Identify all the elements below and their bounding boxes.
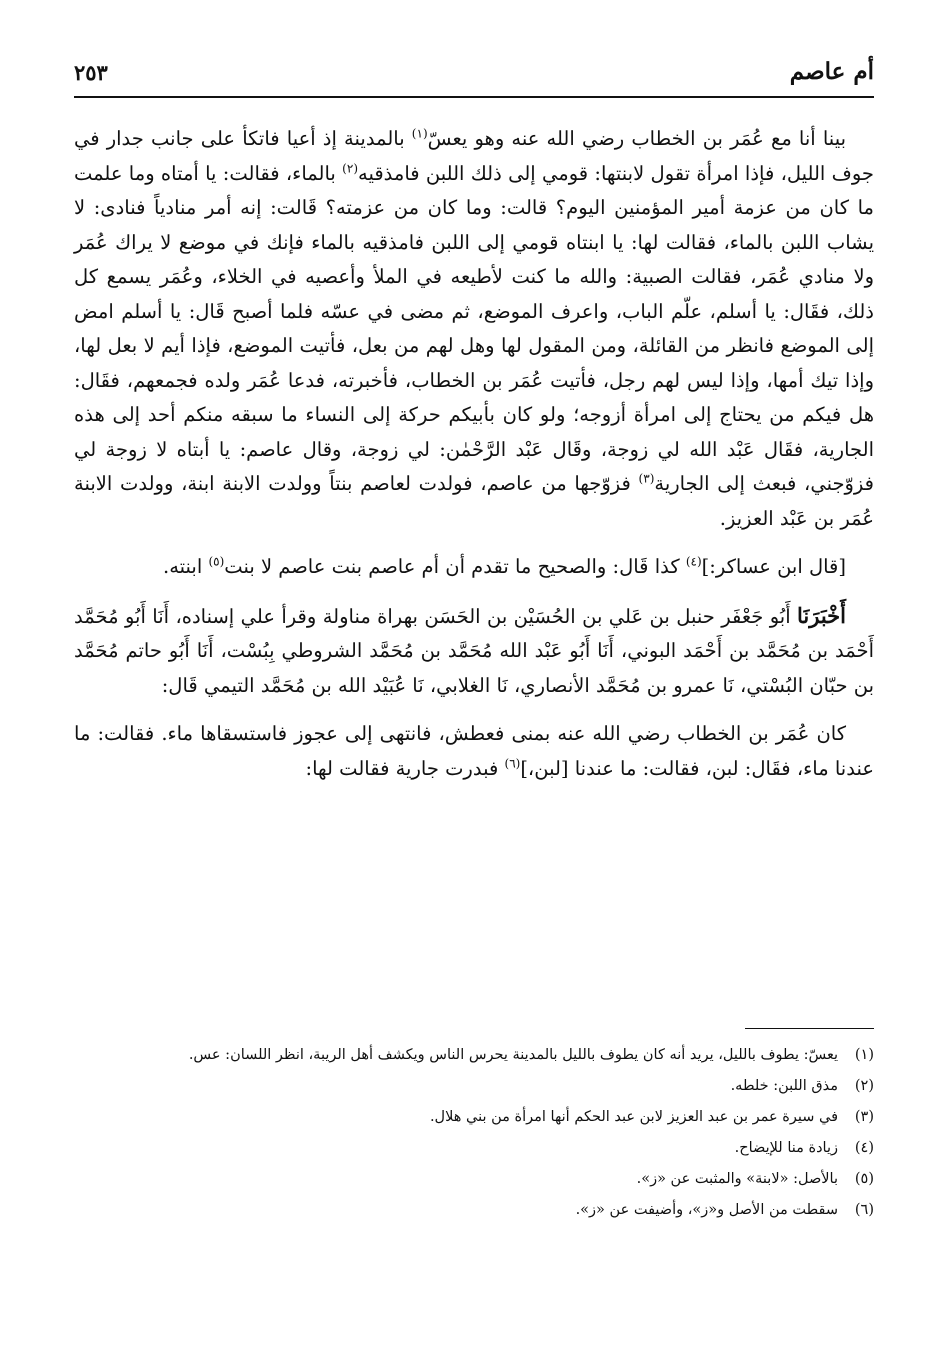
footnote-1 [74, 1040, 874, 1071]
paragraph-3 [74, 599, 874, 704]
footnote-6 [74, 1195, 874, 1226]
body-text [74, 122, 874, 786]
footnote-separator [745, 1028, 874, 1029]
paragraph-4 [74, 717, 874, 786]
footnote-text: بالأصل: «لابنة» والمثبت عن «ز». [636, 1171, 838, 1187]
footnotes [74, 1040, 874, 1226]
paragraph-2 [74, 550, 874, 585]
footnote-4 [74, 1133, 874, 1164]
paragraph-4-text-a: كان عُمَر بن الخطاب رضي الله عنه بمنى فعطش، فانتهى إلى عجوز فاستسقاها ماء. فقالت: ما عندنا ماء، فقَال: لبن، فقالت: ما عندنا [لبن،] [74, 722, 874, 780]
footnote-text: سقطت من الأصل و«ز»، وأضيفت عن «ز». [575, 1202, 838, 1218]
paragraph-2-text-b: كذا قَال: والصحيح ما تقدم أن أم عاصم بنت عاصم لا بنت [224, 555, 686, 578]
footnote-number: (٢) [854, 1078, 874, 1094]
footnote-text: في سيرة عمر بن عبد العزيز لابن عبد الحكم أنها امرأة من بني هلال. [429, 1109, 838, 1125]
footnote-ref-6: (٦) [504, 756, 521, 770]
footnote-number: (٤) [854, 1140, 874, 1156]
footnote-text: يعسّ: يطوف بالليل، يريد أنه كان يطوف بالليل بالمدينة يحرس الناس ويكشف أهل الريبة، انظر اللسان: عس. [188, 1047, 838, 1063]
paragraph-1-text-c: بالماء، فقالت: يا أمتاه وما علمت ما كان من عزمة أمير المؤمنين اليوم؟ قالت: وما كان من عزمته؟ قَالت: إنه أمر منادياً فنادى: لا يشاب اللبن بالماء، فقالت لها: يا ابنتاه قومي إلى اللبن فامذقيه بالماء فإنك في موضع لا يراك عُمَر ولا منادي عُمَر، فقالت الصبية: والله ما كنت لأطيعه في الملأ وأعصيه في الخلاء، وعُمَر يسمع كل ذلك، فقَال: يا أسلم، علّم الباب، واعرف الموضع، ثم مضى في عسّه فلما أصبح قَال: يا أسلم امض إلى الموضع فانظر من القائلة، ومن المقول لها وهل لهم من بعل، فأتيت الموضع، فإذا أيم لا بعل لها، وإذا تيك أمها، وإذا ليس لهم رجل، فأتيت عُمَر بن الخطاب، فأخبرته، فدعا عُمَر ولده فجمعهم، فقَال: هل فيكم من يحتاج إلى امرأة أزوجه؛ ولو كان بأبيكم حركة إلى النساء ما سبقه منكم أحد إلى هذه الجارية، فقَال عَبْد الله لي زوجة، وقَال عَبْد الرَّحْمٰن: لي زوجة، وقال عاصم: يا أبتاه لا زوجة لي فزوّجني، فبعث إلى الجارية [74, 161, 875, 495]
footnote-2 [74, 1071, 874, 1102]
book-page [74, 50, 874, 1320]
paragraph-1 [74, 122, 874, 536]
paragraph-1-text-b: بالمدينة إذ أعيا فاتكأ على جانب جدار في جوف الليل، فإذا امرأة تقول لابنتها: قومي إلى ذلك اللبن فامذقيه [74, 127, 874, 185]
paragraph-1-text-a: بينا أنا مع عُمَر بن الخطاب رضي الله عنه وهو يعسّ [427, 127, 847, 150]
paragraph-1-text-d: فزوّجها من عاصم، فولدت لعاصم بنتاً وولدت الابنة ابنة، وولدت الابنة عُمَر بن عَبْد العزيز. [74, 472, 874, 530]
footnote-ref-3: (٣) [638, 471, 655, 486]
footnote-number: (١) [854, 1047, 874, 1063]
page-number: ٢٥٣ [74, 60, 108, 85]
footnote-ref-5: (٥) [208, 554, 225, 569]
footnote-5 [74, 1164, 874, 1195]
paragraph-4-text-b: فبدرت جارية فقالت لها: [305, 756, 505, 780]
footnote-number: (٥) [854, 1171, 874, 1187]
paragraph-2-text-c: ابنته. [163, 555, 209, 578]
footnote-number: (٣) [854, 1109, 874, 1125]
running-header [74, 50, 874, 98]
footnote-ref-4: (٤) [685, 554, 702, 569]
footnote-number: (٦) [854, 1202, 874, 1218]
header-title: أم عاصم [789, 58, 874, 85]
footnote-text: زيادة منا للإيضاح. [734, 1140, 838, 1156]
footnote-3 [74, 1102, 874, 1133]
footnote-ref-2: (٢) [342, 161, 358, 175]
paragraph-3-lead-word: أَخْبَرَنَا [797, 602, 846, 628]
footnote-text: مذق اللبن: خلطه. [730, 1078, 838, 1094]
footnote-ref-1: (١) [411, 126, 428, 141]
paragraph-2-text-a: [قال ابن عساكر:] [701, 555, 846, 578]
paragraph-3-text: أَبُو جَعْفَر حنبل بن عَلي بن الحُسَيْن بن الحَسَن بهراة مناولة وقرأ علي إسناده، أَنَا أَبُو مُحَمَّد أَحْمَد بن مُحَمَّد بن أَحْمَد البوني، أَنَا أَبُو عَبْد الله مُحَمَّد بن مُحَمَّد الشروطي بِبُسْت، أَنَا أَبُو حاتم مُحَمَّد بن حبّان البُسْتي، نَا عمرو بن مُحَمَّد الأنصاري، نَا الغلابي، نَا عُبَيْد الله بن مُحَمَّد التيمي قَال: [74, 604, 874, 697]
